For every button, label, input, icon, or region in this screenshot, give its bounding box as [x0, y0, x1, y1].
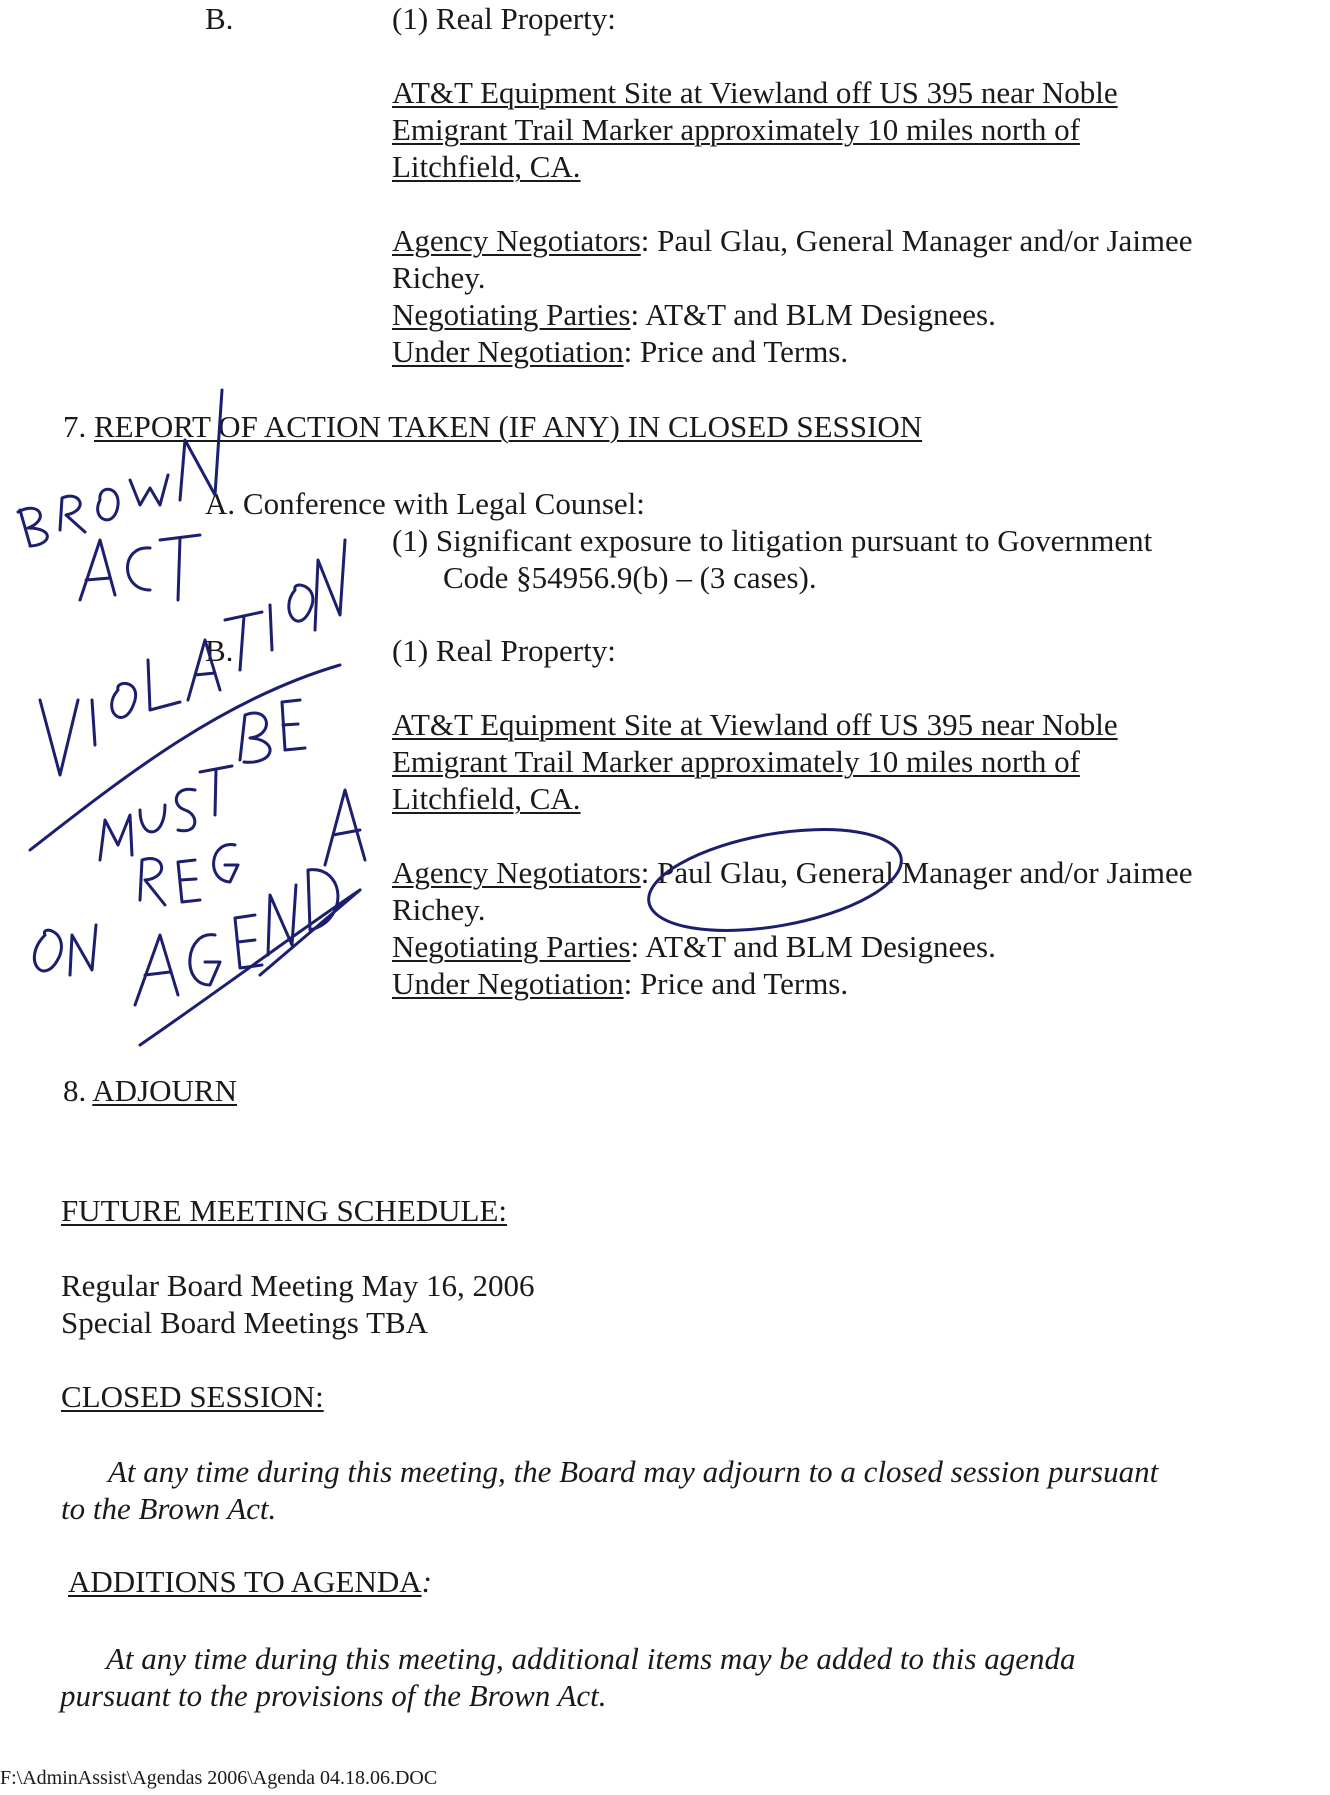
closed-heading: CLOSED SESSION:	[61, 1379, 324, 1414]
letter-m	[100, 815, 132, 860]
letter-r	[60, 496, 85, 532]
letter-d	[308, 870, 338, 930]
site-line-1-b: AT&T Equipment Site at Viewland off US 395 near Noble	[392, 707, 1118, 742]
section-8-title: ADJOURN	[92, 1073, 237, 1108]
letter-r2	[140, 858, 165, 905]
under-value: : Price and Terms.	[623, 334, 849, 369]
closed-line-2: to the Brown Act.	[61, 1491, 277, 1526]
under-value-b: : Price and Terms.	[623, 966, 849, 1001]
letter-n3	[70, 925, 96, 975]
letter-u	[140, 805, 165, 832]
agency-label: Agency Negotiators	[392, 223, 641, 258]
letter-n2	[315, 540, 345, 630]
future-line-2: Special Board Meetings TBA	[61, 1305, 429, 1340]
closed-line-1: At any time during this meeting, the Board may adjourn to a closed session pursuant	[108, 1454, 1159, 1489]
section-8-number: 8.	[63, 1073, 93, 1108]
future-line-1: Regular Board Meeting May 16, 2006	[61, 1268, 535, 1303]
site-line-1: AT&T Equipment Site at Viewland off US 395 near Noble	[392, 75, 1118, 110]
real-property-item-2: (1) Real Property:	[392, 633, 616, 668]
parties-value: : AT&T and BLM Designees.	[630, 297, 996, 332]
letter-n4	[268, 885, 296, 955]
letter-e	[282, 700, 305, 750]
agency-value: : Paul Glau, General Manager and/or Jaimee	[640, 223, 1193, 258]
agency-cont: Richey.	[392, 260, 486, 295]
section-7-a-item-line2: Code §54956.9(b) – (3 cases).	[443, 560, 817, 595]
section-7-title: REPORT OF ACTION TAKEN (IF ANY) IN CLOSED SESSION	[94, 409, 923, 444]
stroke-2	[140, 890, 360, 1045]
parties-value-b: : AT&T and BLM Designees.	[630, 929, 996, 964]
letter-a4	[325, 790, 365, 865]
letter-e2	[178, 860, 200, 902]
site-line-2-b: Emigrant Trail Marker approximately 10 miles north of	[392, 744, 1080, 779]
letter-t	[160, 535, 200, 600]
letter-w	[130, 475, 168, 505]
letter-g	[214, 845, 238, 882]
letter-a	[80, 540, 115, 600]
letter-n	[180, 390, 222, 500]
under-label-b: Under Negotiation	[392, 966, 624, 1001]
additions-heading	[68, 1563, 432, 1600]
section-7-heading	[63, 408, 922, 445]
letter-o4	[34, 930, 61, 971]
letter-i2	[270, 605, 272, 650]
letter-t3	[200, 766, 232, 815]
real-property-item: (1) Real Property:	[392, 1, 616, 36]
letter-b2	[240, 713, 270, 762]
letter-o	[98, 489, 118, 520]
letter-b	[18, 508, 47, 546]
section-b-letter: B.	[205, 1, 234, 36]
parties-label-b: Negotiating Parties	[392, 929, 631, 964]
section-7-a-item-line1: (1) Significant exposure to litigation pursuant to Government	[392, 523, 1153, 558]
additions-title: ADDITIONS TO AGENDA	[68, 1564, 422, 1599]
section-7-b-block	[392, 632, 1327, 1002]
agency-cont-b: Richey.	[392, 892, 486, 927]
stroke-1	[30, 665, 340, 850]
additions-line-2: pursuant to the provisions of the Brown Act.	[60, 1678, 607, 1713]
site-line-3: Litchfield, CA.	[392, 149, 581, 184]
future-heading: FUTURE MEETING SCHEDULE:	[61, 1193, 508, 1228]
section-8-heading	[63, 1072, 237, 1109]
site-line-2: Emigrant Trail Marker approximately 10 miles north of	[392, 112, 1080, 147]
letter-e3	[235, 915, 262, 968]
letter-l	[148, 660, 180, 710]
site-line-3-b: Litchfield, CA.	[392, 781, 581, 816]
stroke-3	[260, 890, 360, 975]
section-b-top-block	[392, 0, 1327, 370]
section-7-b-letter: B.	[205, 633, 234, 668]
agency-label-b: Agency Negotiators	[392, 855, 641, 890]
letter-v	[40, 700, 78, 775]
letter-o3	[289, 585, 313, 621]
under-label: Under Negotiation	[392, 334, 624, 369]
additions-line-1: At any time during this meeting, additional items may be added to this agenda	[106, 1641, 1076, 1676]
section-7-number: 7.	[63, 409, 94, 444]
section-7-a-label: A. Conference with Legal Counsel:	[205, 486, 645, 521]
letter-i	[92, 700, 95, 745]
letter-o2	[112, 683, 136, 717]
letter-c	[128, 548, 151, 590]
additions-colon: :	[421, 1564, 432, 1599]
letter-s	[176, 789, 195, 831]
letter-g2	[190, 935, 220, 985]
letter-a3	[135, 935, 178, 1005]
parties-label: Negotiating Parties	[392, 297, 631, 332]
agency-value-b: : Paul Glau, General Manager and/or Jaimee	[640, 855, 1193, 890]
footer-path: F:\AdminAssist\Agendas 2006\Agenda 04.18.06.DOC	[0, 1767, 438, 1789]
